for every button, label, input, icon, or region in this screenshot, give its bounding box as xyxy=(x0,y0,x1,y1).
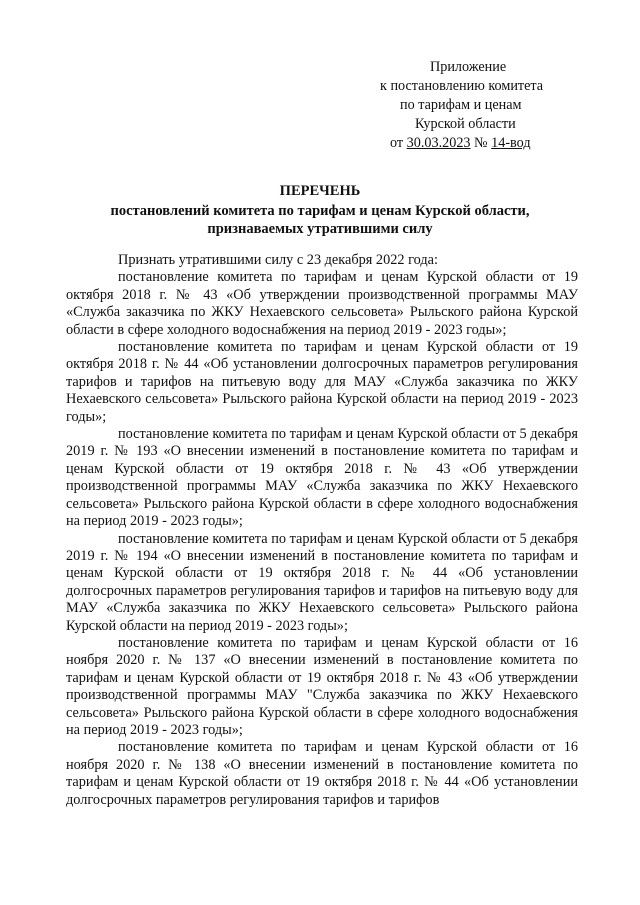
document-body xyxy=(66,252,578,809)
appendix-date: 30.03.2023 xyxy=(406,135,471,151)
appendix-line: Курской области xyxy=(415,116,516,132)
list-item: постановление комитета по тарифам и ценам Курской области от 19 октября 2018 г. № 43 «Об утверждении производственной программы МАУ «Служба заказчика по ЖКУ Нехаевского сельсовета» Рыльского района Курской области в сфере холодного водоснабжения на период 2019 - 2023 годы»; xyxy=(66,269,578,338)
intro-paragraph: Признать утратившими силу с 23 декабря 2022 года: xyxy=(118,252,438,268)
list-item: постановление комитета по тарифам и ценам Курской области от 16 ноября 2020 г. № 137 «О внесении изменений в постановление комитета по тарифам и ценам Курской области от 19 октября 2018 г. № 43 «Об утверждении производственной программы МАУ "Служба заказчика по ЖКУ Нехаевского сельсовета» Рыльского района Курской области в сфере холодного водоснабжения на период 2019 - 2023 годы»; xyxy=(66,634,578,738)
list-item: постановление комитета по тарифам и ценам Курской области от 5 декабря 2019 г. № 194 «О внесении изменений в постановление комитета по тарифам и ценам Курской области от 19 октября 2018 г. № 44 «Об установлении долгосрочных параметров регулирования тарифов и тарифов на питьевую воду для МАУ «Служба заказчика по ЖКУ Нехаевского сельсовета» Рыльского района Курской области на период 2019 - 2023 годы»; xyxy=(66,530,578,634)
appendix-date-line xyxy=(350,134,580,153)
document-subtitle: признаваемых утратившими силу xyxy=(207,221,433,237)
appendix-date-prefix: от xyxy=(390,135,407,151)
appendix-header xyxy=(350,58,580,153)
document-subtitle: постановлений комитета по тарифам и ценам Курской области, xyxy=(110,203,530,219)
appendix-line: к постановлению комитета xyxy=(380,78,544,94)
appendix-number-sign: № xyxy=(470,135,492,151)
list-item: постановление комитета по тарифам и ценам Курской области от 5 декабря 2019 г. № 193 «О внесении изменений в постановление комитета по тарифам и ценам Курской области от 19 октября 2018 г. № 43 «Об утверждении производственной программы МАУ «Служба заказчика по ЖКУ Нехаевского сельсовета» Рыльского района Курской области в сфере холодного водоснабжения на период 2019 - 2023 годы»; xyxy=(66,426,578,530)
appendix-line: по тарифам и ценам xyxy=(400,97,522,113)
document-title: ПЕРЕЧЕНЬ xyxy=(279,183,361,199)
appendix-number: 14-вод xyxy=(491,135,531,151)
list-item: постановление комитета по тарифам и ценам Курской области от 19 октября 2018 г. № 44 «Об установлении долгосрочных параметров регулирования тарифов и тарифов на питьевую воду для МАУ «Служба заказчика по ЖКУ Нехаевского сельсовета» Рыльского района Курской области на период 2019 - 2023 годы»; xyxy=(66,339,578,425)
appendix-line: Приложение xyxy=(430,59,507,75)
list-item: постановление комитета по тарифам и ценам Курской области от 16 ноября 2020 г. № 138 «О внесении изменений в постановление комитета по тарифам и ценам Курской области от 19 октября 2018 г. № 44 «Об установлении долгосрочных параметров регулирования тарифов и тарифов xyxy=(66,739,578,808)
